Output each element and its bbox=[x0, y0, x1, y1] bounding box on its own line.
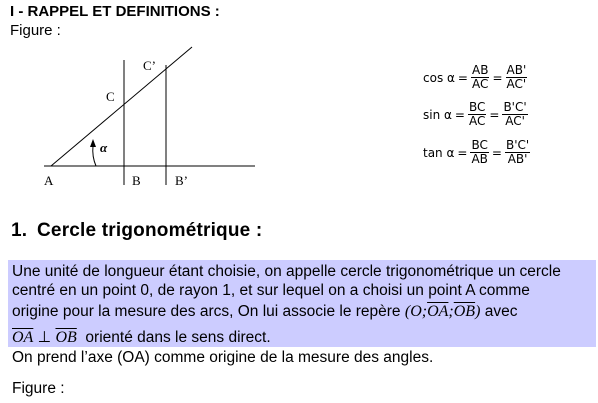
section-title-rappel: I - RAPPEL ET DEFINITIONS : bbox=[10, 3, 220, 20]
formula-fn: tan α bbox=[423, 145, 455, 160]
formula-fn: cos α bbox=[423, 70, 455, 85]
hypotenuse-line bbox=[51, 47, 192, 166]
point-O: O bbox=[410, 303, 422, 320]
vector-OB: $\overline{OB}$ bbox=[453, 303, 476, 320]
label-C: C bbox=[106, 89, 115, 104]
repere-notation bbox=[405, 303, 481, 320]
definition-line-1: Une unité de longueur étant choisie, on appelle cercle trigonométrique un cercle bbox=[12, 263, 561, 280]
fraction-numerator: B'C' bbox=[503, 100, 527, 114]
angle-arrow-icon bbox=[90, 139, 96, 147]
vector-OA: $\overline{OA}$ bbox=[12, 329, 34, 346]
paren-open: ( bbox=[404, 303, 411, 320]
definition-line-3-end: avec bbox=[484, 303, 518, 320]
fraction-numerator: AB bbox=[471, 63, 489, 77]
separator: ; bbox=[421, 303, 428, 320]
definition-line-3 bbox=[12, 301, 517, 322]
formula-cos: cos α = $\frac{AB}{AC}$ = $\frac{AB'}{AC'}$ bbox=[423, 63, 527, 91]
section-title-text: Cercle trigonométrique : bbox=[37, 220, 263, 241]
paren-close: ) bbox=[475, 303, 481, 320]
fraction-denominator: AC bbox=[472, 77, 489, 91]
fraction-numerator: BC bbox=[468, 100, 486, 114]
label-B-prime: B’ bbox=[175, 173, 188, 188]
section-number: 1. bbox=[11, 220, 28, 241]
axis-origin-text: On prend l’axe (OA) comme origine de la mesure des angles. bbox=[12, 349, 434, 366]
perpendicular-symbol: ⊥ bbox=[37, 329, 52, 346]
label-alpha: α bbox=[100, 140, 108, 155]
formula-fn: sin α bbox=[423, 107, 452, 122]
definition-line-3-text: origine pour la mesure des arcs, On lui associe le repère bbox=[12, 303, 401, 320]
label-A: A bbox=[44, 173, 54, 188]
figure-label-2: Figure : bbox=[12, 380, 65, 397]
figure-label: Figure : bbox=[10, 22, 61, 39]
section-title-cercle bbox=[11, 220, 262, 242]
fraction-numerator: AB' bbox=[506, 63, 527, 77]
orientation-text: orienté dans le sens direct. bbox=[85, 329, 271, 346]
fraction-denominator: AC bbox=[468, 114, 486, 128]
formula-tan: tan α = $\frac{BC}{AB}$ = $\frac{B'C'}{AB'}$ bbox=[423, 138, 530, 166]
definition-line-2: centré en un point 0, de rayon 1, et sur lequel on a choisi un point A comme bbox=[12, 282, 530, 299]
label-C-prime: C’ bbox=[143, 58, 156, 73]
fraction-denominator: AB' bbox=[507, 152, 528, 166]
label-B: B bbox=[132, 173, 141, 188]
vector-OB: $\overline{OB}$ bbox=[55, 329, 77, 346]
formula-sin: sin α = $\frac{BC}{AC}$ = $\frac{B'C'}{AC'}$ bbox=[423, 100, 527, 128]
fraction-numerator: BC bbox=[471, 138, 488, 152]
separator: ; bbox=[448, 303, 454, 320]
fraction-denominator: AB bbox=[471, 152, 488, 166]
definition-line-4 bbox=[12, 327, 271, 348]
fraction-denominator: AC' bbox=[506, 77, 527, 91]
fraction-denominator: AC' bbox=[505, 114, 525, 128]
vector-OA: $\overline{OA}$ bbox=[427, 303, 449, 320]
fraction-numerator: B'C' bbox=[505, 138, 530, 152]
angle-arc bbox=[93, 146, 96, 166]
